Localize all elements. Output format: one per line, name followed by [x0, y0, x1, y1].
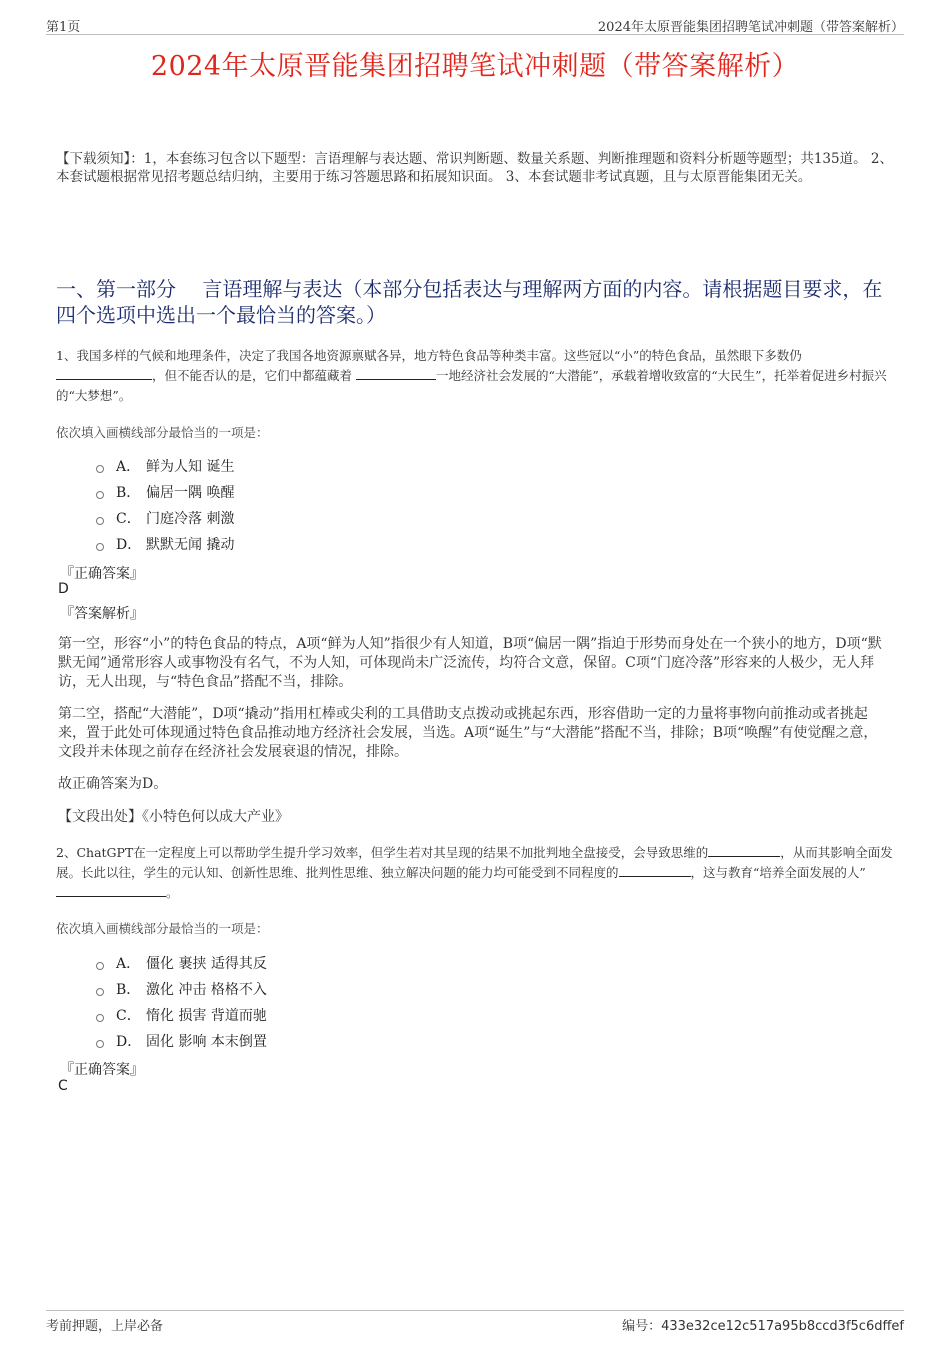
section-title: 一、第一部分 言语理解与表达（本部分包括表达与理解两方面的内容。请根据题目要求，在四个选项中选出一个最恰当的答案。）	[56, 277, 883, 327]
answer-label: 『正确答案』	[60, 566, 144, 582]
analysis-paragraph-1: 第一空，形容“小”的特色食品的特点，A项“鲜为人知”指很少有人知道，B项“偏居一隅”指迫于形势而身处在一个狭小的地方，D项“默默无闻”通常形容人或事物没有名气，不为人知，可体现尚未广泛流传，均符合文意，保留。C项“门庭冷落”形容来的人极少，无人拜访，无人出现，与“特色食品”搭配不当，排除。	[58, 636, 882, 691]
question-2-lead: 依次填入画横线部分最恰当的一项是：	[56, 921, 269, 936]
option-d[interactable]: D． 固化 影响 本末倒置	[96, 1028, 267, 1054]
page-header	[46, 14, 904, 35]
document-title: 2024年太原晋能集团招聘笔试冲刺题（带答案解析）	[150, 51, 800, 82]
page-number: 第1页	[46, 20, 81, 35]
option-b[interactable]: B． 偏居一隅 唤醒	[96, 479, 234, 505]
radio-icon[interactable]	[96, 1014, 104, 1022]
option-a[interactable]: A． 僵化 裹挟 适得其反	[96, 950, 267, 976]
option-c[interactable]: C． 惰化 损害 背道而驰	[96, 1002, 267, 1028]
answer-label: 『正确答案』	[60, 1062, 144, 1078]
question-2-stem: 2、ChatGPT在一定程度上可以帮助学生提升学习效率，但学生若对其呈现的结果不加批判地全盘接受，会导致思维的 ，从而其影响全面发展。长此以往，学生的元认知、创新性思维、批判性思维、独立解决问题的能力均可能受到不同程度的 ，这与教育“培养全面发展的人”。	[56, 845, 893, 900]
question-1-options	[96, 453, 234, 557]
radio-icon[interactable]	[96, 1040, 104, 1048]
footer-slogan: 考前押题，上岸必备	[46, 1319, 164, 1334]
page-footer	[46, 1310, 904, 1335]
analysis-label: 『答案解析』	[60, 606, 144, 622]
correct-answer: C	[58, 1078, 68, 1094]
header-doc-title: 2024年太原晋能集团招聘笔试冲刺题（带答案解析）	[597, 20, 904, 35]
option-c[interactable]: C． 门庭冷落 刺激	[96, 505, 234, 531]
option-d[interactable]: D． 默默无闻 撬动	[96, 531, 234, 557]
download-notice: 【下载须知】：1，本套练习包含以下题型：言语理解与表达题、常识判断题、数量关系题、判断推理题和资料分析题等题型；共135道。 2、本套试题根据常见招考题总结归纳，主要用于练习答题思路和拓展知识面。 3、本套试题非考试真题，且与太原晋能集团无关。	[56, 151, 893, 186]
blank-line	[619, 864, 691, 877]
blank-line	[56, 367, 152, 380]
question-2-options	[96, 950, 267, 1054]
blank-line	[356, 367, 436, 380]
analysis-paragraph-2: 第二空，搭配“大潜能”，D项“撬动”指用杠棒或尖利的工具借助支点拨动或挑起东西，形容借助一定的力量将事物向前推动或者挑起来，置于此处可体现通过特色食品推动地方经济社会发展，当选。A项“诞生”与“大潜能”搭配不当，排除；B项“唤醒”有使觉醒之意，文段并未体现之前存在经济社会发展衰退的情况，排除。	[58, 706, 878, 761]
option-a[interactable]: A． 鲜为人知 诞生	[96, 453, 234, 479]
footer-code: 编号：433e32ce12c517a95b8ccd3f5c6dffef	[622, 1319, 904, 1334]
blank-line	[708, 844, 780, 857]
correct-answer: D	[58, 581, 69, 597]
option-b[interactable]: B． 激化 冲击 格格不入	[96, 976, 267, 1002]
question-1-lead: 依次填入画横线部分最恰当的一项是：	[56, 425, 269, 440]
radio-icon[interactable]	[96, 543, 104, 551]
radio-icon[interactable]	[96, 491, 104, 499]
radio-icon[interactable]	[96, 988, 104, 996]
analysis-conclusion: 故正确答案为D。	[58, 776, 168, 792]
question-1-stem: 1、我国多样的气候和地理条件，决定了我国各地资源禀赋各异，地方特色食品等种类丰富。这些冠以“小”的特色食品，虽然眼下多数仍 ，但不能否认的是，它们中都蕴藏着 一地经济社会发展的“大潜能”，承载着增收致富的“大民生”，托举着促进乡村振兴的“大梦想”。	[56, 348, 887, 403]
blank-line	[56, 884, 166, 897]
radio-icon[interactable]	[96, 465, 104, 473]
source-note: 【文段出处】《小特色何以成大产业》	[58, 809, 289, 825]
radio-icon[interactable]	[96, 962, 104, 970]
radio-icon[interactable]	[96, 517, 104, 525]
